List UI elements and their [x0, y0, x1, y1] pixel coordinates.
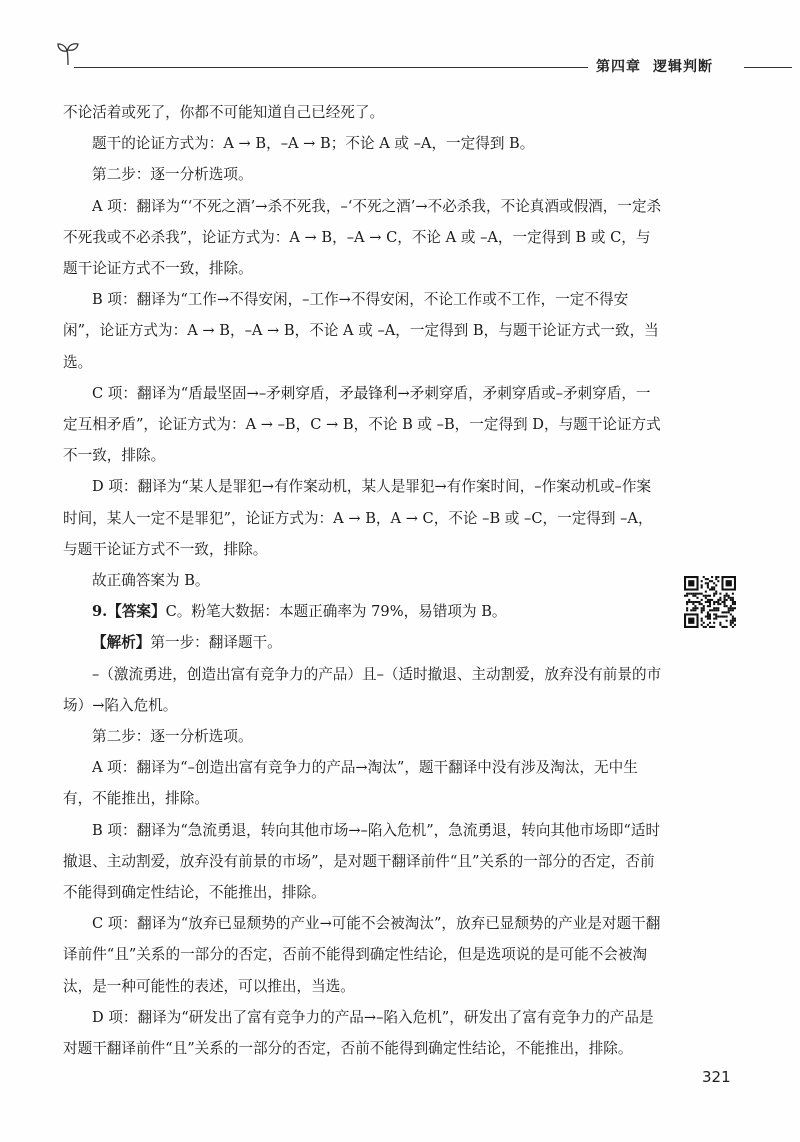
paragraph-text: C 项：翻译为“盾最坚固→–矛刺穿盾，矛最锋利→矛刺穿盾，矛刺穿盾或–矛刺穿盾，一定互相矛盾”，论证方式为：A → –B，C → B，不论 B 或 –B，一定得到 D，与题干论证方式不一致，排除。 — [63, 384, 661, 465]
paragraph — [63, 471, 663, 565]
paragraph-text: 第一步：翻译题干。 — [150, 634, 282, 652]
paragraph-text: 第二步：逐一分析选项。 — [92, 166, 253, 184]
header-rule — [74, 67, 588, 68]
paragraph — [63, 815, 663, 909]
sprout-icon — [56, 40, 80, 66]
page-number: 321 — [702, 1068, 731, 1086]
paragraph-text: C。粉笔大数据：本题正确率为 79%，易错项为 B。 — [165, 603, 507, 621]
paragraph — [63, 378, 663, 472]
paragraph — [63, 1002, 663, 1064]
paragraph — [63, 752, 663, 814]
paragraph — [63, 565, 663, 596]
paragraph-text: A 项：翻译为“–创造出富有竞争力的产品→淘汰”，题干翻译中没有涉及淘汰，无中生有，不能推出，排除。 — [63, 759, 638, 808]
answer-label: 9.【答案】 — [92, 603, 166, 621]
body-text — [63, 97, 663, 1064]
paragraph — [63, 596, 663, 627]
paragraph-text: D 项：翻译为“某人是罪犯→有作案动机，某人是罪犯→有作案时间，–作案动机或–作案时间，某人一定不是罪犯”，论证方式为：A → B，A → C，不论 –B 或 –C，一定得到 –A，与题干论证方式不一致，排除。 — [63, 478, 653, 558]
paragraph — [63, 159, 663, 190]
paragraph-text: A 项：翻译为“‘不死之酒’→杀不死我，–‘不死之酒’→不必杀我，不论真酒或假酒，一定杀不死我或不必杀我”，论证方式为：A → B，–A → C，不论 A 或 –A，一定得到 B 或 C，与题干论证方式不一致，排除。 — [63, 197, 662, 278]
paragraph-text: C 项：翻译为“放弃已显颓势的产业→可能不会被淘汰”，放弃已显颓势的产业是对题干翻译前件“且”关系的一部分的否定，否前不能得到确定性结论，但是选项说的是可能不会被淘汰，是一种可能性的表述，可以推出，当选。 — [63, 915, 661, 995]
qr-code-icon — [684, 576, 736, 628]
section-label: 逻辑判断 — [653, 59, 713, 75]
chapter-label: 第四章 — [596, 59, 641, 75]
paragraph — [63, 627, 663, 658]
paragraph-text: 故正确答案为 B。 — [92, 572, 210, 590]
paragraph-text: 题干的论证方式为：A → B，–A → B；不论 A 或 –A，一定得到 B。 — [92, 135, 535, 153]
paragraph-text: 不论活着或死了，你都不可能知道自己已经死了。 — [63, 104, 385, 121]
header-rule-right — [744, 67, 792, 68]
paragraph — [63, 97, 663, 128]
paragraph — [63, 659, 663, 721]
paragraph — [63, 284, 663, 378]
paragraph — [63, 908, 663, 1002]
running-header — [596, 56, 742, 76]
paragraph — [63, 721, 663, 752]
paragraph-text: B 项：翻译为“工作→不得安闲，–工作→不得安闲，不论工作或不工作，一定不得安闲”，论证方式为：A → B，–A → B，不论 A 或 –A，一定得到 B，与题干论证方式一致，当选。 — [63, 291, 659, 371]
paragraph-text: 第二步：逐一分析选项。 — [92, 728, 253, 746]
paragraph-text: D 项：翻译为“研发出了富有竞争力的产品→–陷入危机”，研发出了富有竞争力的产品是对题干翻译前件“且”关系的一部分的否定，否前不能得到确定性结论，不能推出，排除。 — [63, 1008, 654, 1058]
paragraph-text: –（激流勇进，创造出富有竞争力的产品）且–（适时撤退、主动割爱，放弃没有前景的市场）→陷入危机。 — [63, 665, 662, 714]
paragraph — [63, 191, 663, 285]
answer-label: 【解析】 — [92, 634, 151, 652]
paragraph-text: B 项：翻译为“急流勇退，转向其他市场→–陷入危机”，急流勇退，转向其他市场即“适时撤退、主动割爱，放弃没有前景的市场”，是对题干翻译前件“且”关系的一部分的否定，否前不能得到确定性结论，不能推出，排除。 — [63, 821, 661, 902]
paragraph — [63, 128, 663, 159]
